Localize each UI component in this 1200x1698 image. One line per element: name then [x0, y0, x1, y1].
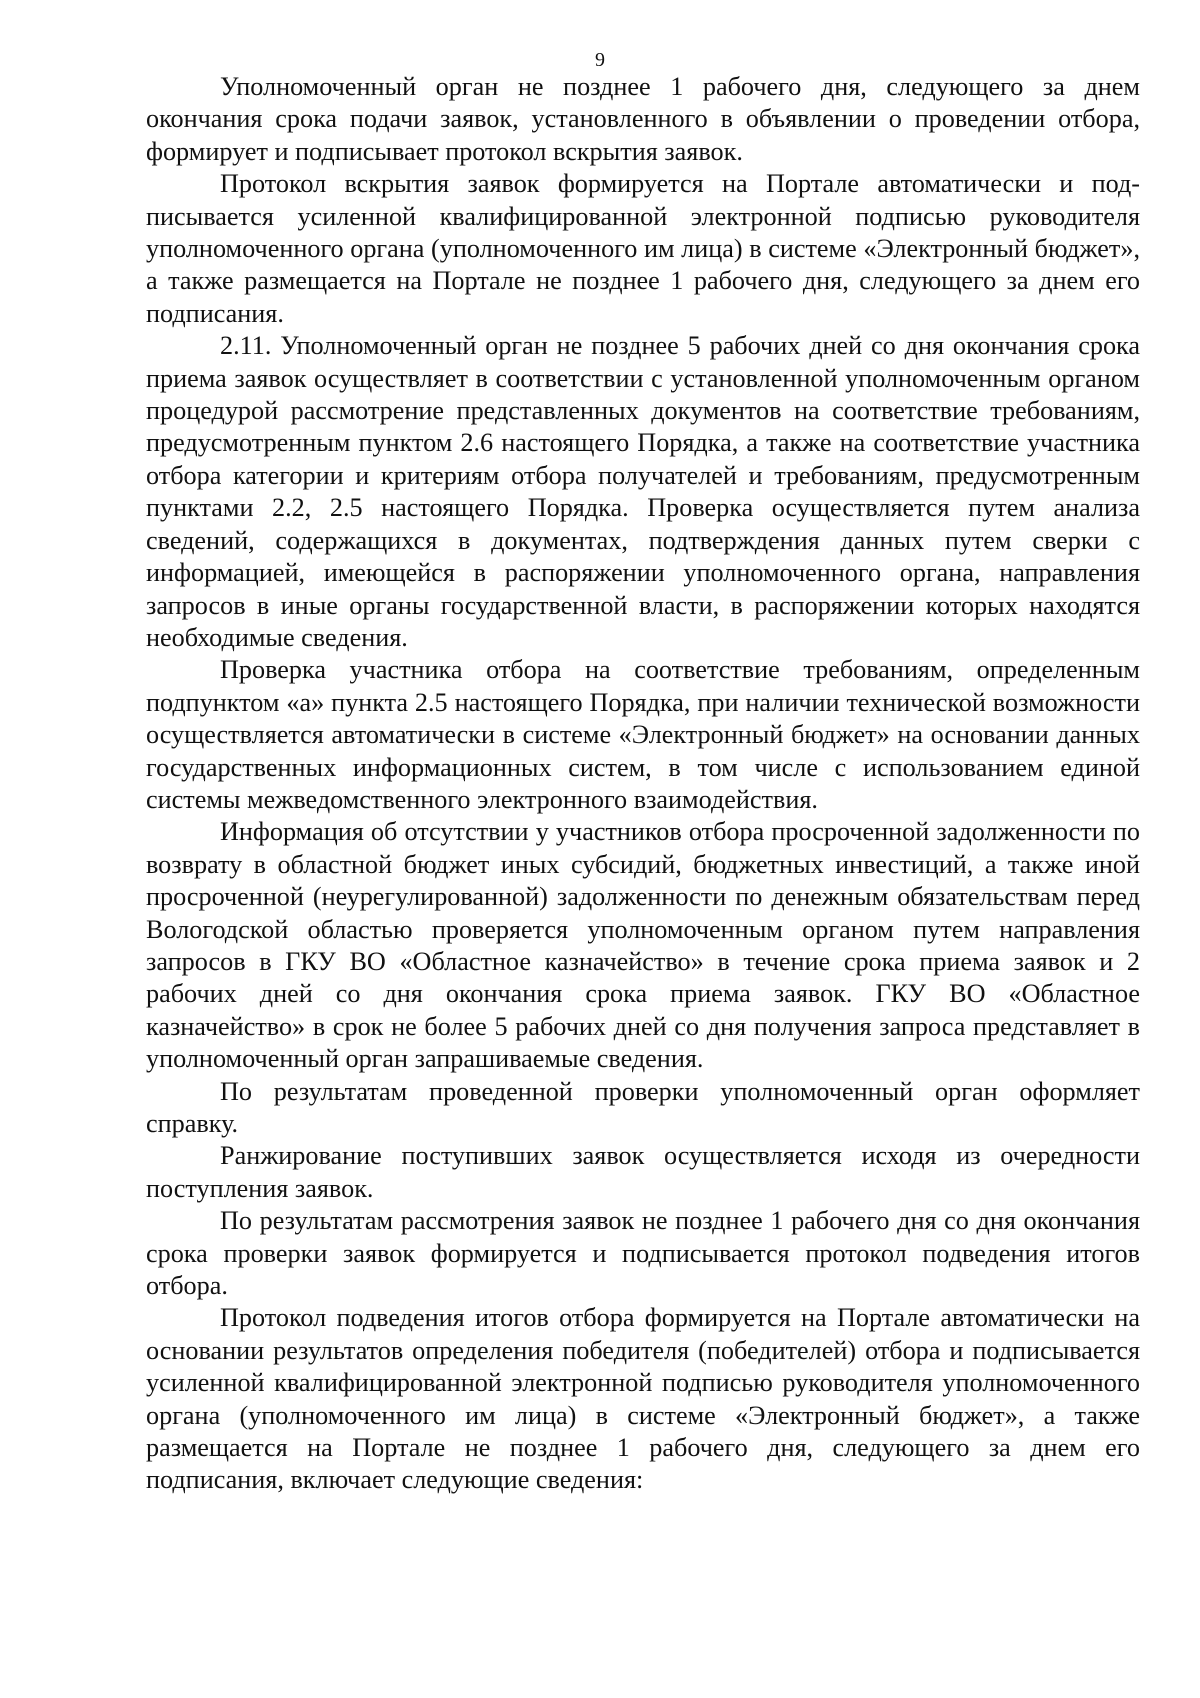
paragraph-results-protocol: По результатам рассмотрения заявок не позднее 1 рабочего дня со дня окончания срока проверки заявок формируется и подписывается протокол подведения итогов отбора. — [146, 1206, 1140, 1301]
paragraph-protocol-opening-signing: Протокол вскрытия заявок формируется на Портале автоматически и подписывается усиленной квалифицированной электронной подписью руководителя уполномоченного органа (уполномоченного им лица) в системе «Электронный бюджет», а также размещается на Портале не позднее 1 рабочего дня, следующего за днем его подписания. — [146, 169, 1140, 328]
paragraph-debt-information: Информация об отсутствии у участников отбора просроченной задолженности по возврату в областной бюджет иных субсидий, бюджетных инвестиций, а также иной просроченной (неурегулированной) задолженности по денежным обязательствам перед Вологодской областью проверяется уполномоченным органом путем направления запросов в ГКУ ВО «Областное казначейство» в течение срока приема заявок и 2 рабочих дней со дня окончания срока приема заявок. ГКУ ВО «Областное казначейство» в срок не более 5 рабочих дней со дня получения запроса представляет в уполномоченный орган запрашиваемые сведения. — [146, 817, 1140, 1074]
paragraph-results-protocol-contents: Протокол подведения итогов отбора формируется на Портале автоматически на основании результатов определения победителя (победителей) отбора и подписывается усиленной квалифицированной электронной подписью руководителя уполномоченного органа (уполномоченного им лица) в системе «Электронный бюджет», а также размещается на Портале не позднее 1 рабочего дня, следующего за днем его подписания, включает следующие сведения: — [146, 1303, 1140, 1495]
paragraph-verification-certificate: По результатам проведенной проверки уполномоченный орган оформляет справку. — [146, 1076, 1140, 1138]
paragraph-section-2-11: 2.11. Уполномоченный орган не позднее 5 рабочих дней со дня окончания срока приема заявок осуществляет в соответствии с установленной уполномоченным органом процедурой рассмотрение представленных документов на соответствие требованиям, предусмотренным пунктом 2.6 настоящего Порядка, а также на соответствие участника отбора категории и критериям отбора получателей и требованиям, предусмотренным пунктами 2.2, 2.5 настоящего Порядка. Проверка осуществляется путем анализа сведений, содержащихся в документах, подтверждения данных путем сверки с информацией, имеющейся в распоряжении уполномоченного органа, направления запросов в иные органы государственной власти, в распоряжении которых находятся необходимые сведения. — [146, 331, 1140, 652]
document-body — [146, 71, 1140, 1497]
paragraph-automatic-verification: Проверка участника отбора на соответствие требованиям, определенным подпунктом «а» пункта 2.5 настоящего Порядка, при наличии технической возможности осуществляется автоматически в системе «Электронный бюджет» на основании данных государственных информационных систем, в том числе с использованием единой системы межведомственного электронного взаимодействия. — [146, 655, 1140, 814]
paragraph-protocol-opening-deadline: Уполномоченный орган не позднее 1 рабочего дня, следующего за днем окончания срока подачи заявок, установленного в объявлении о проведении отбора, формирует и подписывает протокол вскрытия заявок. — [146, 72, 1140, 166]
paragraph-ranking: Ранжирование поступивших заявок осуществляется исходя из очередности поступления заявок. — [146, 1141, 1140, 1203]
page-number: 9 — [595, 49, 605, 71]
